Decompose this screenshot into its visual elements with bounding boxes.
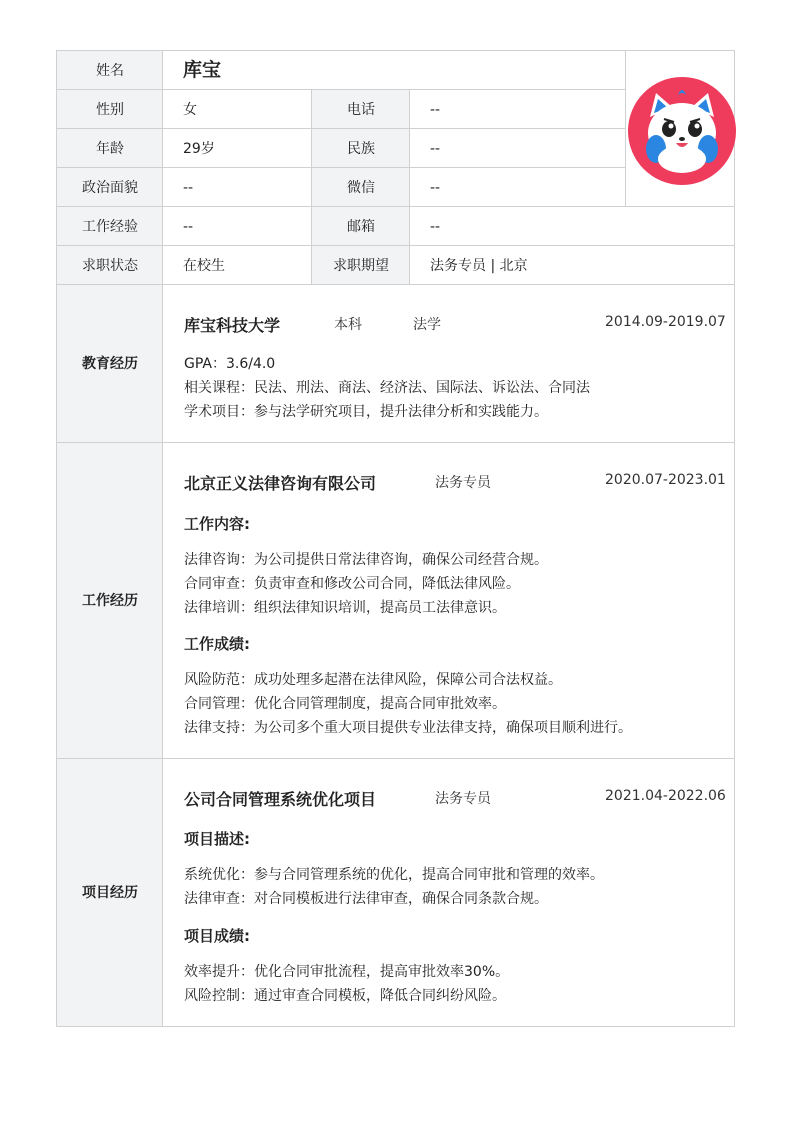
age-value: 29岁 [183,140,215,157]
email-value: -- [430,218,441,235]
project-name: 公司合同管理系统优化项目 [184,790,377,809]
phone-label: 电话 [312,90,410,129]
phone-value: -- [430,101,441,118]
work-company: 北京正义法律咨询有限公司 [184,474,377,493]
project-desc-line: 法律审查：对合同模板进行法律审查，确保合同条款合规。 [184,891,548,907]
ethnicity-label: 民族 [312,129,410,168]
project-desc-title: 项目描述: [184,830,250,848]
education-line: 相关课程：民法、刑法、商法、经济法、国际法、诉讼法、合同法 [184,380,590,396]
status-label: 求职状态 [57,246,163,285]
experience-value: -- [183,218,194,235]
name-value: 库宝 [183,59,222,81]
name-label: 姓名 [57,51,163,90]
email-label: 邮箱 [312,207,410,246]
wechat-label: 微信 [312,168,410,207]
avatar [628,77,736,185]
cat-mascot-avatar-icon [628,77,736,185]
project-results-line: 效率提升：优化合同审批流程，提高审批效率30%。 [184,964,510,980]
education-school: 库宝科技大学 [184,316,281,335]
work-results-line: 合同管理：优化合同管理制度，提高合同审批效率。 [184,696,506,712]
wechat-value: -- [430,179,441,196]
ethnicity-value: -- [430,140,441,157]
work-results-title: 工作成绩: [184,635,250,653]
gender-label: 性别 [57,90,163,129]
work-role: 法务专员 [435,475,491,491]
project-label: 项目经历 [57,759,163,1026]
work-content-line: 法律咨询：为公司提供日常法律咨询，确保公司经营合规。 [184,552,548,568]
work-results-line: 法律支持：为公司多个重大项目提供专业法律支持，确保项目顺利进行。 [184,720,632,736]
education-label: 教育经历 [57,285,163,443]
experience-label: 工作经验 [57,207,163,246]
project-results-title: 项目成绩: [184,927,250,945]
work-content-line: 合同审查：负责审查和修改公司合同，降低法律风险。 [184,576,520,592]
work-content-line: 法律培训：组织法律知识培训，提高员工法律意识。 [184,600,506,616]
expectation-value: 法务专员 | 北京 [430,257,528,274]
education-degree: 本科 [334,317,362,333]
resume-table [56,50,735,1027]
education-line: GPA：3.6/4.0 [184,356,276,372]
gender-value: 女 [183,101,197,118]
politics-label: 政治面貌 [57,168,163,207]
project-period: 2021.04-2022.06 [605,788,726,804]
project-desc-line: 系统优化：参与合同管理系统的优化，提高合同审批和管理的效率。 [184,867,604,883]
work-label: 工作经历 [57,443,163,759]
project-results-line: 风险控制：通过审查合同模板，降低合同纠纷风险。 [184,988,506,1004]
work-period: 2020.07-2023.01 [605,472,726,488]
education-line: 学术项目：参与法学研究项目，提升法律分析和实践能力。 [184,404,548,420]
expectation-label: 求职期望 [312,246,410,285]
project-role: 法务专员 [435,791,491,807]
status-value: 在校生 [183,257,225,274]
work-results-line: 风险防范：成功处理多起潜在法律风险，保障公司合法权益。 [184,672,562,688]
education-major: 法学 [413,317,441,333]
age-label: 年龄 [57,129,163,168]
education-period: 2014.09-2019.07 [605,314,726,330]
politics-value: -- [183,179,194,196]
work-content-title: 工作内容: [184,515,250,533]
